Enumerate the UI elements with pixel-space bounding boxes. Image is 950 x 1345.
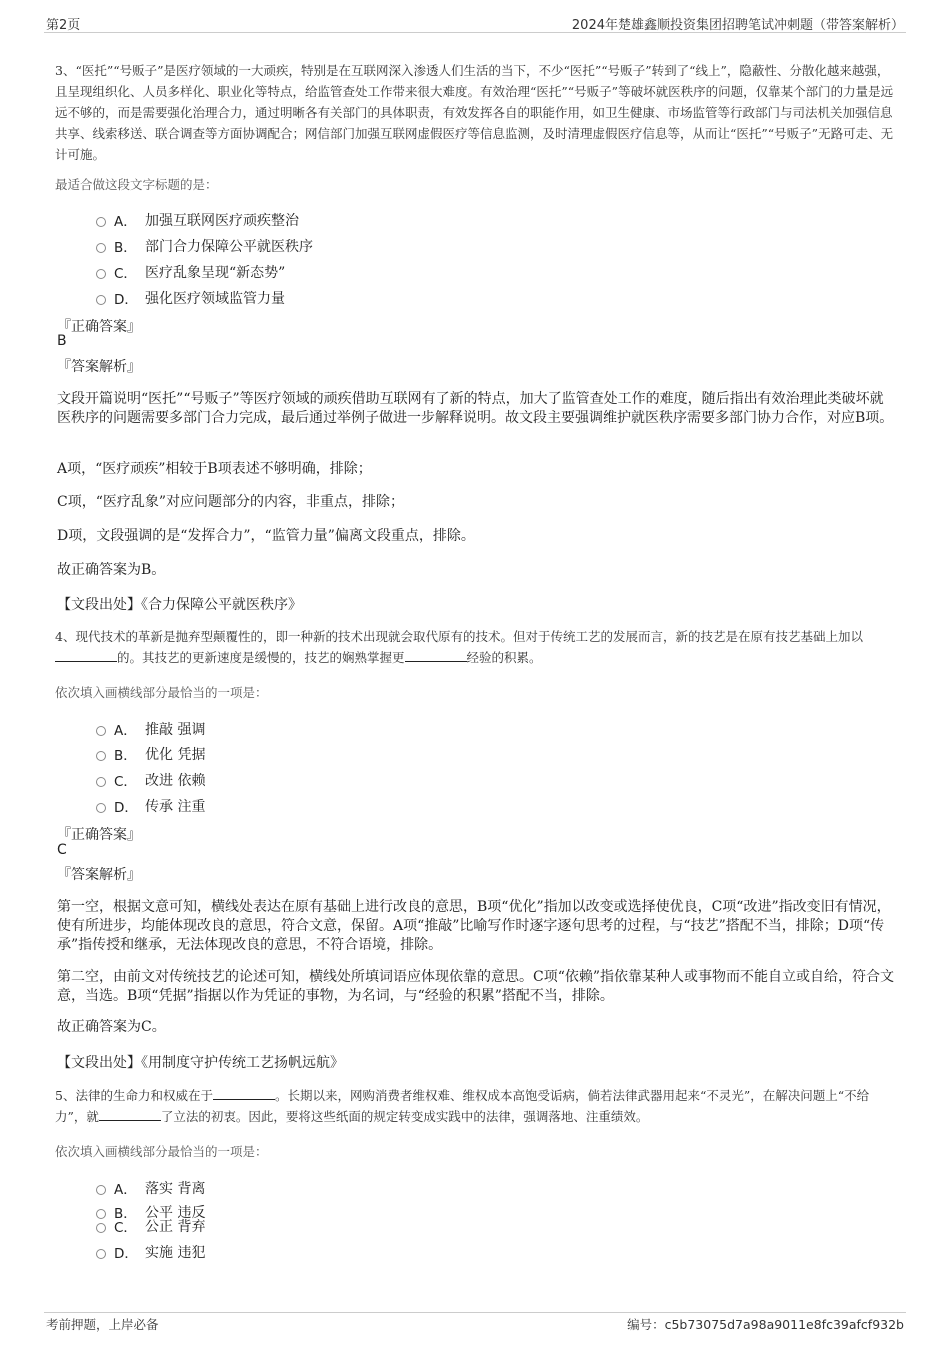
q3-analysis-paragraph: C项，“医疗乱象”对应问题部分的内容，非重点，排除； xyxy=(57,494,405,510)
radio-icon[interactable] xyxy=(96,777,106,787)
radio-icon[interactable] xyxy=(96,1223,106,1233)
option-letter: C． xyxy=(114,774,137,790)
q4-source: 【文段出处】《用制度守护传统工艺扬帆远航》 xyxy=(57,1055,344,1071)
page-header xyxy=(44,10,906,33)
option-text: 实施 违犯 xyxy=(145,1245,206,1261)
option-text: 部门合力保障公平就医秩序 xyxy=(145,239,313,255)
radio-icon[interactable] xyxy=(96,269,106,279)
fill-blank xyxy=(99,1108,161,1121)
option-letter: B． xyxy=(114,240,137,256)
option-letter: A． xyxy=(114,723,137,739)
stem-text: 经验的积累。 xyxy=(466,650,542,665)
radio-icon[interactable] xyxy=(96,1249,106,1259)
q3-answer-label: 『正确答案』 xyxy=(57,319,141,335)
radio-icon[interactable] xyxy=(96,217,106,227)
radio-icon[interactable] xyxy=(96,726,106,736)
q4-analysis-paragraph: 第二空，由前文对传统技艺的论述可知，横线处所填词语应体现依靠的意思。C项“依赖”指依靠某种人或事物而不能自立或自给，符合文意，当选。B项“凭据”指据以作为凭证的事物，为名词，与“经验的积累”搭配不当，排除。 xyxy=(57,969,895,1004)
option-text: 改进 依赖 xyxy=(145,773,206,789)
fill-blank xyxy=(55,649,117,662)
footer-slogan: 考前押题，上岸必备 xyxy=(46,1317,159,1332)
q4-answer: C xyxy=(57,842,67,858)
option-letter: D． xyxy=(114,1246,138,1262)
option-letter: A． xyxy=(114,214,137,230)
q4-analysis-label: 『答案解析』 xyxy=(57,867,141,883)
q3-analysis-paragraph: 文段开篇说明“医托”“号贩子”等医疗领域的顽疾借助互联网有了新的特点，加大了监管查处工作的难度，随后指出有效治理此类破坏就医秩序的问题需要多部门合力完成，最后通过举例子做进一步解释说明。故文段主要强调维护就医秩序需要多部门协力合作，对应B项。 xyxy=(57,391,894,426)
stem-text: 的。其技艺的更新速度是缓慢的，技艺的娴熟掌握更 xyxy=(117,650,405,665)
q3-analysis-paragraph: 故正确答案为B。 xyxy=(57,562,166,578)
question-4-stem xyxy=(55,626,895,668)
option-text: 落实 背离 xyxy=(145,1181,206,1197)
question-5-prompt: 依次填入画横线部分最恰当的一项是： xyxy=(55,1144,268,1159)
option-text: 传承 注重 xyxy=(145,799,206,815)
option-text: 优化 凭据 xyxy=(145,747,206,763)
q3-analysis-paragraph: D项，文段强调的是“发挥合力”，“监管力量”偏离文段重点，排除。 xyxy=(57,528,475,544)
page-number: 第2页 xyxy=(46,18,81,33)
option-letter: B． xyxy=(114,748,137,764)
radio-icon[interactable] xyxy=(96,1185,106,1195)
fill-blank xyxy=(213,1087,275,1100)
stem-text: 4、现代技术的革新是抛弃型颠覆性的，即一种新的技术出现就会取代原有的技术。但对于传统工艺的发展而言，新的技艺是在原有技艺基础上加以 xyxy=(55,629,863,644)
radio-icon[interactable] xyxy=(96,243,106,253)
option-letter: B． xyxy=(114,1206,137,1222)
radio-icon[interactable] xyxy=(96,295,106,305)
document-id: 编号：c5b73075d7a98a9011e8fc39afcf932b xyxy=(627,1317,904,1332)
question-4-prompt: 依次填入画横线部分最恰当的一项是： xyxy=(55,685,268,700)
stem-text: 。长期以来，网购消费者维权难、维权成本高饱受诟病，倘若法律武器用起来“不灵光”，在解决问题上“不给力”，就 xyxy=(55,1088,870,1124)
page-footer xyxy=(44,1312,906,1335)
option-text: 加强互联网医疗顽疾整治 xyxy=(145,213,299,229)
radio-icon[interactable] xyxy=(96,1209,106,1219)
option-text: 推敲 强调 xyxy=(145,722,206,738)
option-letter: D． xyxy=(114,292,138,308)
option-text: 医疗乱象呈现“新态势” xyxy=(145,265,286,281)
q3-answer: B xyxy=(57,333,67,349)
fill-blank xyxy=(405,649,467,662)
q4-analysis-paragraph: 故正确答案为C。 xyxy=(57,1019,166,1035)
q3-analysis-label: 『答案解析』 xyxy=(57,359,141,375)
option-text: 强化医疗领域监管力量 xyxy=(145,291,285,307)
question-3-prompt: 最适合做这段文字标题的是： xyxy=(55,177,218,192)
stem-text: 了立法的初衷。因此，要将这些纸面的规定转变成实践中的法律，强调落地、注重绩效。 xyxy=(160,1109,649,1124)
option-letter: C． xyxy=(114,266,137,282)
option-text: 公平 违反 xyxy=(145,1205,206,1221)
stem-text: 5、法律的生命力和权威在于 xyxy=(55,1088,213,1103)
document-title: 2024年楚雄鑫顺投资集团招聘笔试冲刺题（带答案解析） xyxy=(571,18,904,33)
radio-icon[interactable] xyxy=(96,751,106,761)
q3-source: 【文段出处】《合力保障公平就医秩序》 xyxy=(57,597,302,613)
option-text: 公正 背弃 xyxy=(145,1219,206,1235)
question-5-stem xyxy=(55,1085,895,1127)
option-letter: D． xyxy=(114,800,138,816)
q4-analysis-paragraph: 第一空，根据文意可知，横线处表达在原有基础上进行改良的意思，B项“优化”指加以改变或选择使优良，C项“改进”指改变旧有情况，使有所进步，均能体现改良的意思，符合文意，保留。A项“推敲”比喻写作时逐字逐句思考的过程，与“技艺”搭配不当，排除；D项“传承”指传授和继承，无法体现改良的意思，不符合语境，排除。 xyxy=(57,899,891,953)
option-letter: C． xyxy=(114,1220,137,1236)
question-3-stem: 3、“医托”“号贩子”是医疗领域的一大顽疾，特别是在互联网深入渗透人们生活的当下，不少“医托”“号贩子”转到了“线上”，隐蔽性、分散化越来越强，且呈现组织化、人员多样化、职业化等特点，给监管查处工作带来很大难度。有效治理“医托”“号贩子”等破坏就医秩序的问题，仅靠某个部门的力量是远远不够的，而是需要强化治理合力，通过明晰各有关部门的具体职责，有效发挥各自的职能作用，如卫生健康、市场监管等行政部门与司法机关加强信息共享、线索移送、联合调查等方面协调配合；网信部门加强互联网虚假医疗等信息监测，及时清理虚假医疗信息等，从而让“医托”“号贩子”无路可走、无计可施。 xyxy=(55,63,894,162)
q3-analysis-paragraph: A项，“医疗顽疾”相较于B项表述不够明确，排除； xyxy=(57,461,372,477)
radio-icon[interactable] xyxy=(96,803,106,813)
option-letter: A． xyxy=(114,1182,137,1198)
q4-answer-label: 『正确答案』 xyxy=(57,827,141,843)
